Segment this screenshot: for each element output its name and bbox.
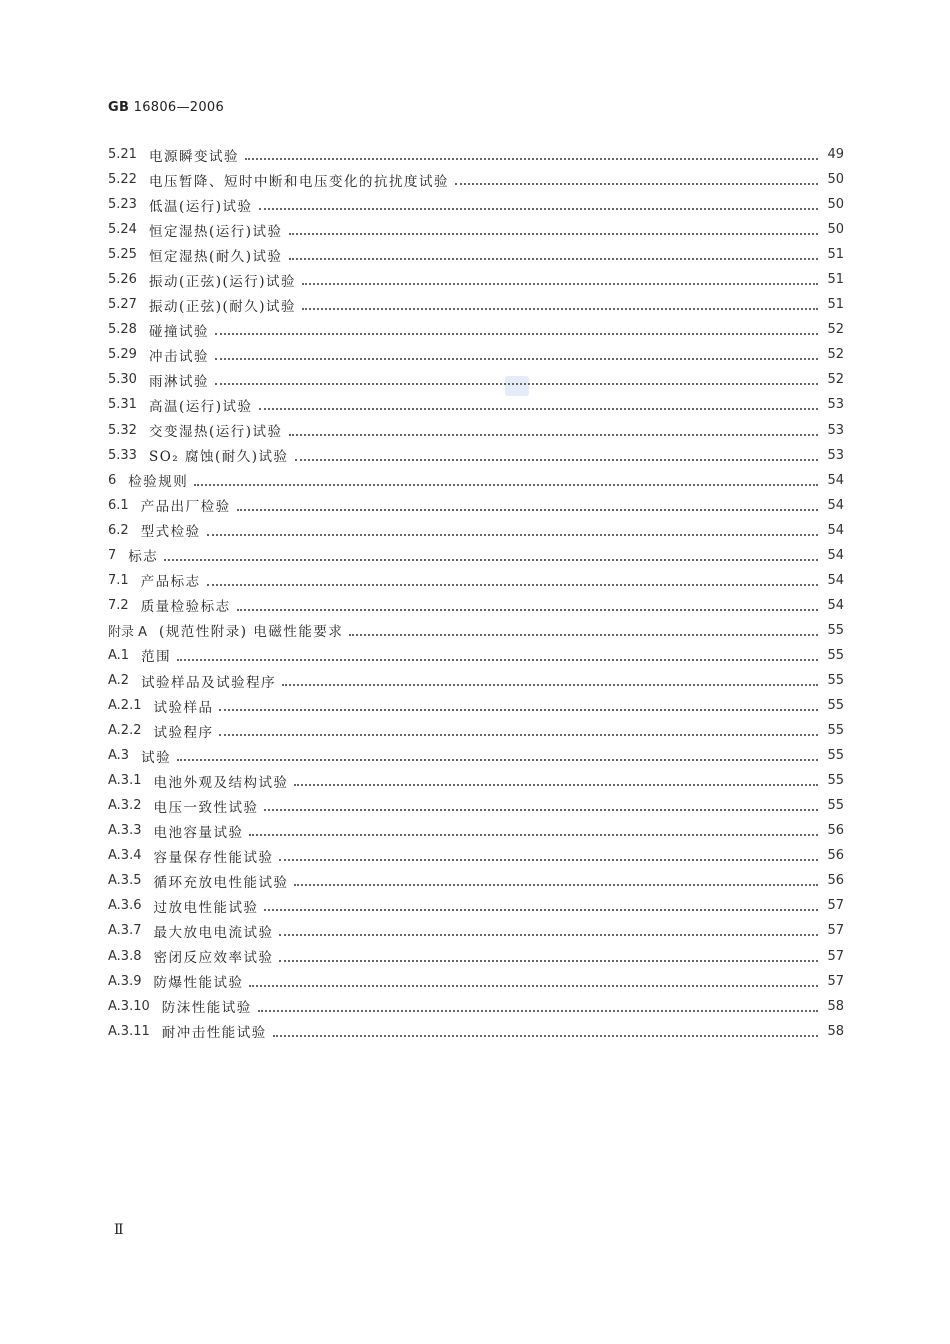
toc-entry-number: 5.29 (108, 347, 137, 363)
toc-entry[interactable] (108, 768, 844, 793)
toc-dot-leader (194, 483, 818, 486)
toc-entry-title: 恒定湿热(耐久)试验 (148, 248, 283, 265)
toc-entry-title: 标志 (128, 549, 159, 566)
toc-entry-number: 5.32 (108, 422, 137, 438)
toc-entry[interactable] (108, 418, 844, 443)
toc-entry-page: 58 (827, 998, 844, 1014)
toc-entry[interactable] (108, 443, 844, 468)
toc-entry-page: 55 (827, 798, 844, 814)
toc-entry-number: A.3.9 (108, 973, 142, 989)
toc-entry-title: 容量保存性能试验 (153, 849, 274, 866)
toc-entry-page: 55 (827, 723, 844, 739)
toc-entry-page: 56 (827, 823, 844, 839)
toc-entry-title: 试验样品 (153, 699, 214, 716)
standard-number: 16806—2006 (133, 100, 225, 115)
toc-dot-leader (237, 608, 818, 611)
toc-entry-number: A.1 (108, 647, 130, 663)
toc-entry-number: 5.21 (108, 147, 137, 163)
toc-entry-title: 试验 (141, 749, 172, 766)
toc-entry-number: 5.30 (108, 372, 137, 388)
toc-entry[interactable] (108, 918, 844, 943)
toc-entry-page: 50 (827, 197, 844, 213)
toc-dot-leader (302, 307, 818, 310)
toc-entry[interactable] (108, 342, 844, 367)
toc-entry[interactable] (108, 392, 844, 417)
toc-entry[interactable] (108, 568, 844, 593)
toc-dot-leader (219, 733, 818, 736)
toc-entry-page: 52 (827, 372, 844, 388)
toc-entry-title: 电池容量试验 (153, 824, 244, 841)
toc-entry-page: 56 (827, 848, 844, 864)
toc-entry-title: 冲击试验 (148, 348, 209, 365)
toc-entry-title: 电源瞬变试验 (148, 148, 239, 165)
toc-entry-number: A.3.11 (108, 1023, 150, 1039)
toc-entry-page: 54 (827, 497, 844, 513)
toc-dot-leader (302, 282, 818, 285)
toc-entry-page: 54 (827, 472, 844, 488)
toc-entry-title: 碰撞试验 (148, 323, 209, 340)
toc-entry-page: 57 (827, 923, 844, 939)
toc-dot-leader (177, 758, 818, 761)
toc-entry[interactable] (108, 1019, 844, 1044)
toc-entry-title: 交变湿热(运行)试验 (148, 424, 283, 441)
toc-dot-leader (215, 332, 818, 335)
toc-entry-number: 7 (108, 547, 117, 563)
toc-entry[interactable] (108, 468, 844, 493)
toc-dot-leader (215, 382, 818, 385)
toc-dot-leader (258, 1009, 818, 1012)
toc-dot-leader (245, 157, 818, 160)
toc-entry[interactable] (108, 944, 844, 969)
toc-entry[interactable] (108, 643, 844, 668)
toc-entry-title: 质量检验标志 (140, 599, 231, 616)
toc-entry-number: 6 (108, 472, 117, 488)
toc-entry[interactable] (108, 267, 844, 292)
toc-entry-page: 51 (827, 247, 844, 263)
toc-entry-number: A.3 (108, 748, 130, 764)
toc-entry[interactable] (108, 292, 844, 317)
toc-entry-title: 防沫性能试验 (161, 1000, 252, 1017)
toc-entry-page: 54 (827, 522, 844, 538)
toc-entry-page: 56 (827, 873, 844, 889)
toc-dot-leader (455, 182, 818, 185)
page-number: Ⅱ (114, 1222, 124, 1238)
toc-entry[interactable] (108, 818, 844, 843)
toc-dot-leader (294, 783, 818, 786)
toc-entry[interactable] (108, 843, 844, 868)
toc-entry-title: 型式检验 (140, 524, 201, 541)
toc-dot-leader (264, 808, 818, 811)
toc-entry-page: 58 (827, 1023, 844, 1039)
toc-entry[interactable] (108, 367, 844, 392)
toc-entry-page: 55 (827, 622, 844, 638)
toc-entry-number: 5.25 (108, 247, 137, 263)
toc-dot-leader (295, 458, 818, 461)
toc-entry[interactable] (108, 242, 844, 267)
toc-entry-title: 雨淋试验 (148, 373, 209, 390)
toc-entry-page: 57 (827, 973, 844, 989)
toc-dot-leader (207, 583, 818, 586)
toc-dot-leader (164, 558, 818, 561)
toc-entry-page: 53 (827, 447, 844, 463)
toc-entry[interactable] (108, 618, 844, 643)
toc-entry-page: 51 (827, 272, 844, 288)
toc-dot-leader (259, 207, 819, 210)
toc-dot-leader (259, 407, 819, 410)
toc-entry[interactable] (108, 593, 844, 618)
toc-entry-number: A.3.1 (108, 773, 142, 789)
toc-entry-number: 附录 A (108, 624, 148, 640)
toc-entry[interactable] (108, 994, 844, 1019)
toc-entry-page: 55 (827, 748, 844, 764)
page-header (108, 100, 224, 115)
toc-entry[interactable] (108, 668, 844, 693)
toc-entry-page: 52 (827, 347, 844, 363)
toc-entry[interactable] (108, 893, 844, 918)
toc-entry-number: 5.28 (108, 322, 137, 338)
toc-entry-title: 产品标志 (140, 574, 201, 591)
toc-entry-title: 高温(运行)试验 (148, 398, 253, 415)
toc-dot-leader (289, 257, 819, 260)
toc-entry-number: A.2 (108, 673, 130, 688)
toc-entry-number: 5.22 (108, 172, 137, 188)
toc-dot-leader (177, 658, 818, 661)
toc-entry-number: 5.23 (108, 197, 137, 213)
toc-entry-number: A.3.4 (108, 848, 142, 864)
toc-entry-page: 54 (827, 597, 844, 613)
toc-entry-page: 55 (827, 673, 844, 688)
toc-entry-title: 密闭反应效率试验 (153, 950, 274, 967)
toc-entry-title: 范围 (141, 649, 172, 666)
toc-entry-title: 电池外观及结构试验 (153, 774, 289, 791)
toc-entry-page: 55 (827, 698, 844, 714)
toc-entry-page: 57 (827, 898, 844, 914)
toc-dot-leader (282, 683, 818, 686)
toc-entry-title: 循环充放电性能试验 (153, 874, 289, 891)
toc-entry-page: 50 (827, 172, 844, 188)
toc-entry[interactable] (108, 167, 844, 192)
toc-entry-number: A.3.6 (108, 898, 142, 914)
toc-entry-number: 5.26 (108, 272, 137, 288)
toc-entry-title: 电压暂降、短时中断和电压变化的抗扰度试验 (148, 173, 449, 190)
toc-dot-leader (289, 433, 819, 436)
toc-dot-leader (219, 708, 818, 711)
toc-entry-number: A.3.5 (108, 873, 142, 889)
toc-dot-leader (349, 633, 818, 636)
toc-entry-number: A.3.7 (108, 923, 142, 939)
toc-entry[interactable] (108, 543, 844, 568)
toc-entry-number: 7.1 (108, 572, 129, 588)
toc-entry-page: 55 (827, 647, 844, 663)
toc-entry-title: 试验样品及试验程序 (141, 674, 277, 691)
toc-entry[interactable] (108, 693, 844, 718)
toc-dot-leader (294, 883, 818, 886)
toc-dot-leader (237, 508, 818, 511)
toc-entry-number: A.3.2 (108, 798, 142, 814)
toc-entry-page: 51 (827, 297, 844, 313)
toc-entry-number: A.3.3 (108, 823, 142, 839)
toc-dot-leader (215, 357, 818, 360)
toc-entry[interactable] (108, 518, 844, 543)
toc-entry-number: 6.2 (108, 522, 129, 538)
toc-entry-title: 过放电性能试验 (153, 899, 259, 916)
toc-entry-number: 5.31 (108, 397, 137, 413)
toc-entry-page: 49 (827, 147, 844, 163)
toc-entry[interactable] (108, 868, 844, 893)
toc-entry-title: 低温(运行)试验 (148, 198, 253, 215)
toc-entry-number: 7.2 (108, 597, 129, 613)
toc-entry-title: SO₂ 腐蚀(耐久)试验 (148, 449, 289, 466)
toc-dot-leader (279, 933, 818, 936)
toc-entry-page: 54 (827, 547, 844, 563)
toc-dot-leader (289, 232, 819, 235)
toc-entry-page: 55 (827, 773, 844, 789)
toc-entry-number: 5.24 (108, 222, 137, 238)
toc-entry[interactable] (108, 493, 844, 518)
toc-entry-title: 恒定湿热(运行)试验 (148, 223, 283, 240)
toc-entry-number: A.2.1 (108, 698, 142, 714)
toc-entry-number: 6.1 (108, 497, 129, 513)
toc-entry-title: 检验规则 (128, 474, 189, 491)
toc-entry-title: (规范性附录) 电磁性能要求 (159, 624, 344, 641)
toc-entry-number: A.3.8 (108, 948, 142, 964)
toc-dot-leader (249, 984, 818, 987)
toc-entry-number: A.2.2 (108, 723, 142, 739)
toc-entry[interactable] (108, 743, 844, 768)
toc-entry-number: 5.27 (108, 297, 137, 313)
toc-entry-page: 53 (827, 397, 844, 413)
toc-dot-leader (264, 908, 818, 911)
toc-entry-title: 振动(正弦)(耐久)试验 (148, 298, 297, 315)
toc-entry-title: 产品出厂检验 (140, 499, 231, 516)
toc-dot-leader (279, 959, 818, 962)
toc-entry-page: 53 (827, 422, 844, 438)
standard-code: GB (108, 100, 130, 115)
toc-entry-title: 耐冲击性能试验 (161, 1025, 267, 1042)
toc-entry-page: 52 (827, 322, 844, 338)
toc-dot-leader (279, 858, 818, 861)
toc-entry[interactable] (108, 969, 844, 994)
toc-entry-title: 防爆性能试验 (153, 975, 244, 992)
toc-dot-leader (207, 533, 818, 536)
table-of-contents (108, 142, 844, 1044)
toc-entry-number: 5.33 (108, 447, 137, 463)
toc-dot-leader (273, 1034, 818, 1037)
toc-entry-number: A.3.10 (108, 998, 150, 1014)
toc-entry-title: 试验程序 (153, 724, 214, 741)
toc-entry[interactable] (108, 142, 844, 167)
toc-entry-page: 54 (827, 572, 844, 588)
toc-entry-title: 最大放电电流试验 (153, 924, 274, 941)
toc-entry[interactable] (108, 217, 844, 242)
toc-entry-page: 57 (827, 948, 844, 964)
toc-entry[interactable] (108, 793, 844, 818)
toc-entry-title: 电压一致性试验 (153, 799, 259, 816)
toc-dot-leader (249, 833, 818, 836)
toc-entry[interactable] (108, 317, 844, 342)
toc-entry[interactable] (108, 718, 844, 743)
toc-entry-page: 50 (827, 222, 844, 238)
toc-entry-title: 振动(正弦)(运行)试验 (148, 273, 297, 290)
toc-entry[interactable] (108, 192, 844, 217)
